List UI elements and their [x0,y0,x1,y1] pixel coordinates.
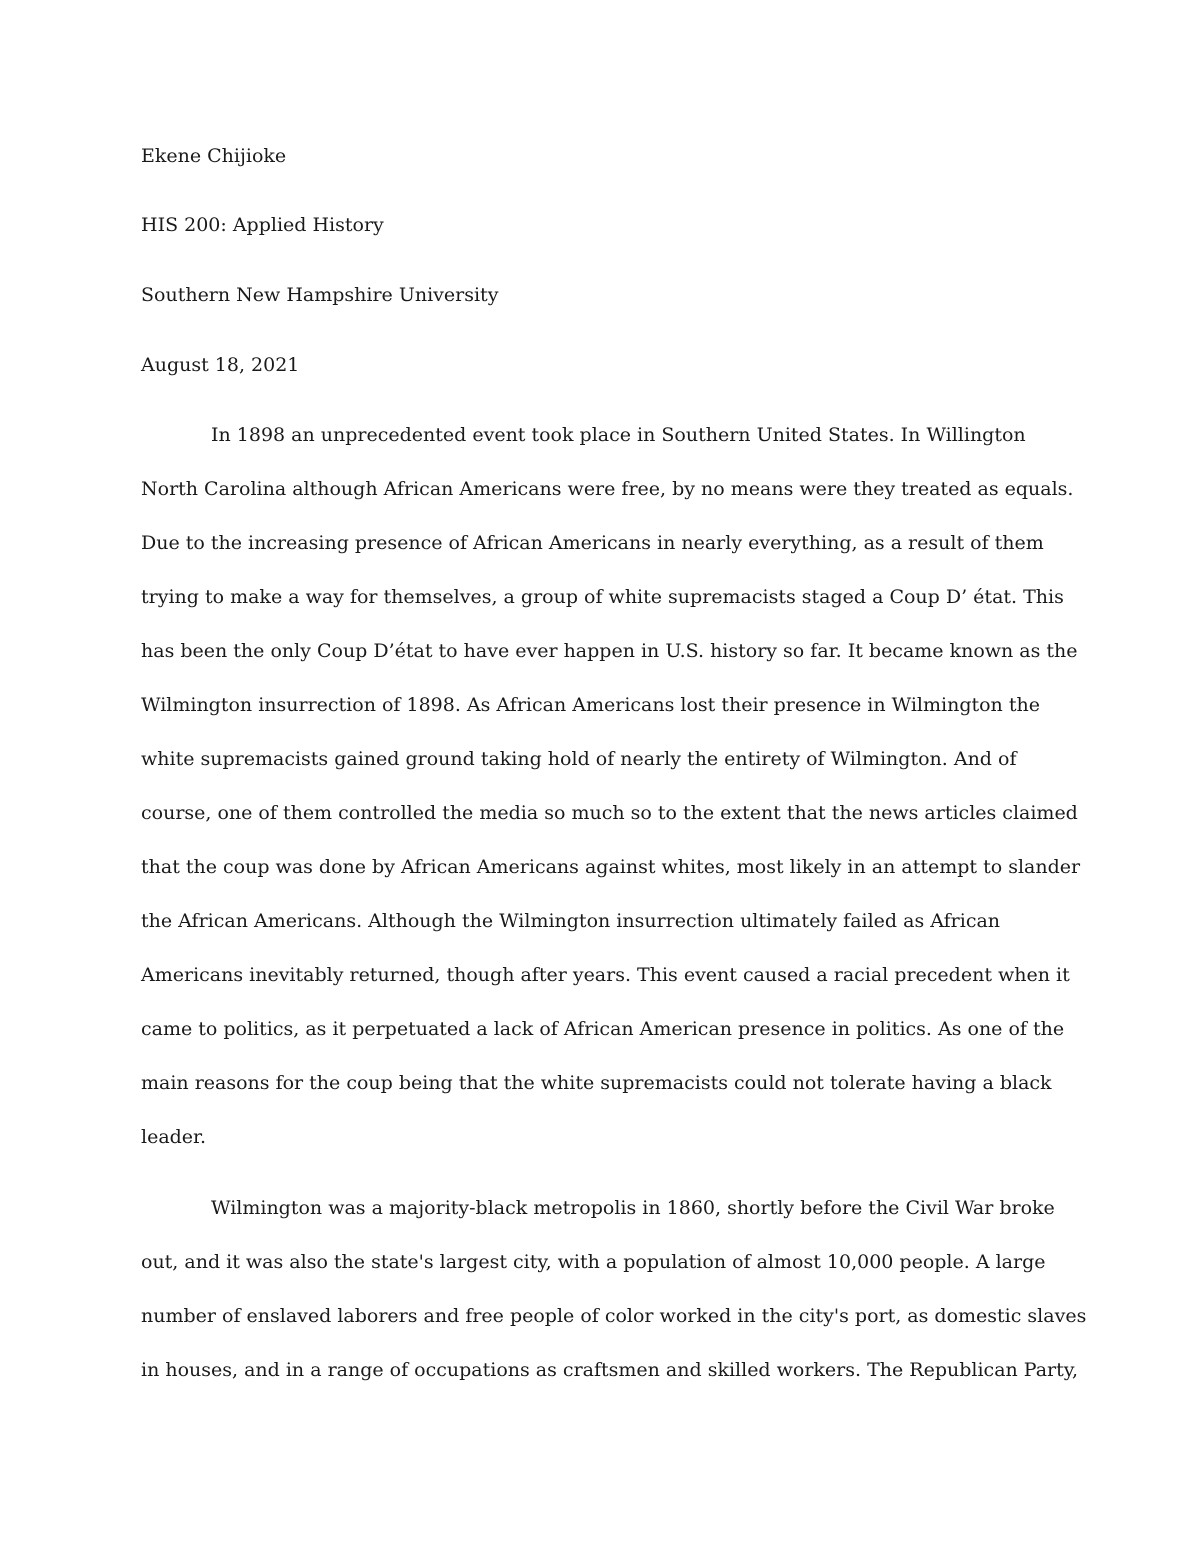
paragraph-line: Wilmington was a majority-black metropolis in 1860, shortly before the Civil War broke [211,1197,1055,1219]
paragraph-line: white supremacists gained ground taking hold of nearly the entirety of Wilmington. And of [141,748,1017,770]
paragraph-line: that the coup was done by African Americans against whites, most likely in an attempt to slander [141,856,1081,878]
institution-name: Southern New Hampshire University [141,284,499,306]
paragraph-line: came to politics, as it perpetuated a lack of African American presence in politics. As one of the [141,1018,1065,1040]
document-date: August 18, 2021 [141,354,300,376]
paragraph-line: Americans inevitably returned, though after years. This event caused a racial precedent when it [141,964,1070,986]
paragraph-line: North Carolina although African Americans were free, by no means were they treated as equals. [141,478,1074,500]
paragraph-line: in houses, and in a range of occupations as craftsmen and skilled workers. The Republican Party, [141,1359,1079,1381]
paragraph-line: has been the only Coup D’état to have ever happen in U.S. history so far. It became known as the [141,640,1078,662]
paragraph-line: leader. [141,1126,207,1148]
paragraph-line: In 1898 an unprecedented event took place in Southern United States. In Willington [211,424,1026,446]
paragraph-line: course, one of them controlled the media so much so to the extent that the news articles claimed [141,802,1078,824]
course-title: HIS 200: Applied History [141,214,384,236]
paragraph-line: number of enslaved laborers and free people of color worked in the city's port, as domestic slaves [141,1305,1087,1327]
paragraph-line: Due to the increasing presence of African Americans in nearly everything, as a result of them [141,532,1044,554]
paragraph-line: out, and it was also the state's largest city, with a population of almost 10,000 people. A large [141,1251,1046,1273]
paragraph-line: main reasons for the coup being that the white supremacists could not tolerate having a black [141,1072,1052,1094]
paragraph-line: the African Americans. Although the Wilmington insurrection ultimately failed as African [141,910,1001,932]
author-name: Ekene Chijioke [141,145,287,167]
paragraph-line: trying to make a way for themselves, a group of white supremacists staged a Coup D’ état. This [141,586,1064,608]
paragraph-line: Wilmington insurrection of 1898. As African Americans lost their presence in Wilmington the [141,694,1040,716]
